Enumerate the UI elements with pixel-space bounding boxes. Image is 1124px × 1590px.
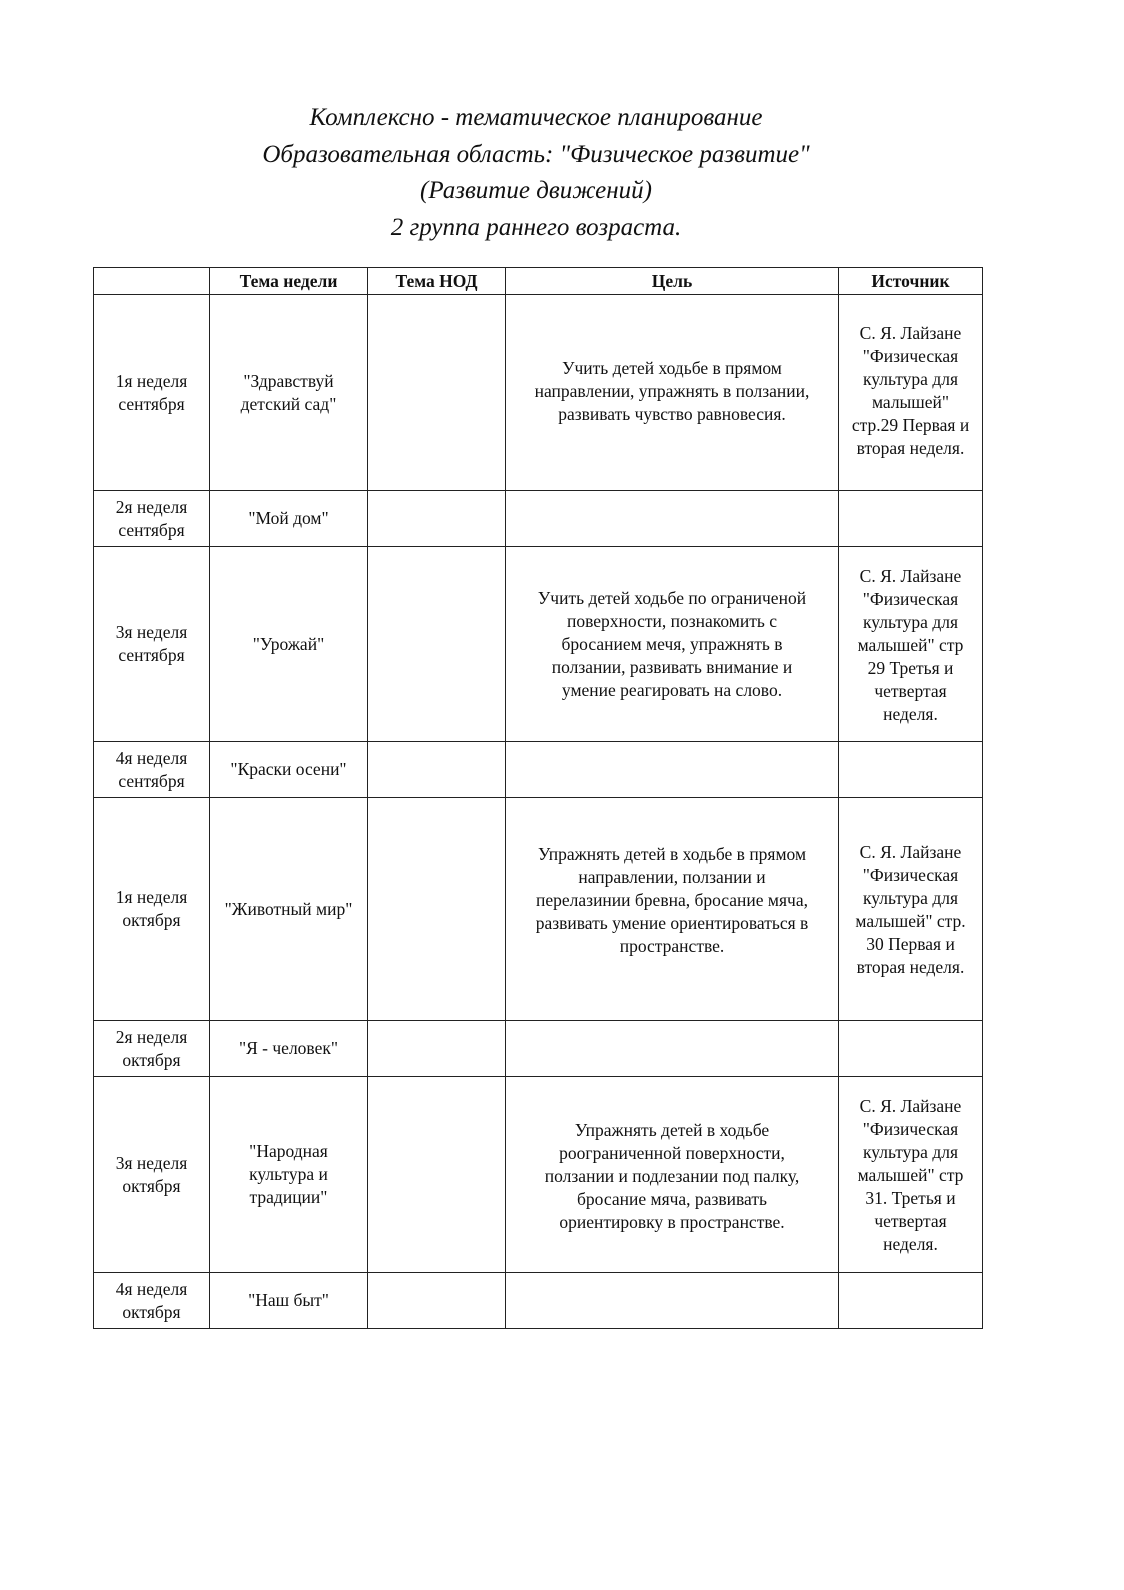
week-theme-cell: "Животный мир" — [210, 798, 368, 1021]
week-cell: 1я неделя октября — [94, 798, 210, 1021]
week-cell: 2я неделя октября — [94, 1021, 210, 1077]
source-cell — [839, 1273, 983, 1329]
table-row — [94, 798, 983, 1021]
week-theme-cell: "Урожай" — [210, 547, 368, 742]
week-theme-cell: "Народная культура и традиции" — [210, 1077, 368, 1273]
week-cell: 4я неделя октября — [94, 1273, 210, 1329]
nod-theme-cell — [368, 295, 506, 491]
nod-theme-cell — [368, 1273, 506, 1329]
goal-cell — [506, 742, 839, 798]
nod-theme-cell — [368, 1077, 506, 1273]
nod-theme-cell — [368, 742, 506, 798]
table-row — [94, 547, 983, 742]
goal-cell — [506, 491, 839, 547]
goal-cell: Учить детей ходьбе по ограниченой поверхности, познакомить с бросанием мечя, упражнять в ползании, развивать внимание и умение реагировать на слово. — [506, 547, 839, 742]
source-cell — [839, 742, 983, 798]
document-title — [0, 100, 1072, 246]
title-line: (Развитие движений) — [420, 177, 652, 204]
week-cell: 3я неделя октября — [94, 1077, 210, 1273]
table-row — [94, 491, 983, 547]
table-row — [94, 1021, 983, 1077]
title-line: Комплексно - тематическое планирование — [309, 104, 763, 131]
week-cell: 1я неделя сентября — [94, 295, 210, 491]
title-line: 2 группа раннего возраста. — [390, 213, 682, 241]
week-cell: 3я неделя сентября — [94, 547, 210, 742]
source-cell — [839, 1021, 983, 1077]
week-cell: 4я неделя сентября — [94, 742, 210, 798]
week-theme-cell: "Здравствуй детский сад" — [210, 295, 368, 491]
source-cell: С. Я. Лайзане "Физическая культура для малышей" стр 29 Третья и четвертая неделя. — [839, 547, 983, 742]
week-cell: 2я неделя сентября — [94, 491, 210, 547]
week-theme-cell: "Краски осени" — [210, 742, 368, 798]
nod-theme-cell — [368, 491, 506, 547]
goal-cell: Упражнять детей в ходьбе в прямом направлении, ползании и перелазинии бревна, бросание мяча, развивать умение ориентироваться в пространстве. — [506, 798, 839, 1021]
source-cell: С. Я. Лайзане "Физическая культура для малышей" стр 31. Третья и четвертая неделя. — [839, 1077, 983, 1273]
goal-cell — [506, 1021, 839, 1077]
nod-theme-cell — [368, 547, 506, 742]
table-row — [94, 742, 983, 798]
goal-cell — [506, 1273, 839, 1329]
table-row — [94, 295, 983, 491]
header-week-theme: Тема недели — [210, 268, 368, 295]
goal-cell: Учить детей ходьбе в прямом направлении, упражнять в ползании, развивать чувство равновесия. — [506, 295, 839, 491]
source-cell: С. Я. Лайзане "Физическая культура для малышей" стр.29 Первая и вторая неделя. — [839, 295, 983, 491]
week-theme-cell: "Наш быт" — [210, 1273, 368, 1329]
nod-theme-cell — [368, 1021, 506, 1077]
week-theme-cell: "Мой дом" — [210, 491, 368, 547]
table-header-row — [94, 268, 983, 295]
header-week — [94, 268, 210, 295]
header-nod-theme: Тема НОД — [368, 268, 506, 295]
goal-cell: Упражнять детей в ходьбе poограниченной поверхности, ползании и подлезании под палку, бросание мяча, развивать ориентировку в пространстве. — [506, 1077, 839, 1273]
source-cell: С. Я. Лайзане "Физическая культура для малышей" стр. 30 Первая и вторая неделя. — [839, 798, 983, 1021]
source-cell — [839, 491, 983, 547]
table-row — [94, 1273, 983, 1329]
week-theme-cell: "Я - человек" — [210, 1021, 368, 1077]
header-goal: Цель — [506, 268, 839, 295]
planning-table — [93, 267, 983, 1329]
table-row — [94, 1077, 983, 1273]
nod-theme-cell — [368, 798, 506, 1021]
title-line: Образовательная область: "Физическое развитие" — [262, 140, 810, 168]
header-source: Источник — [839, 268, 983, 295]
